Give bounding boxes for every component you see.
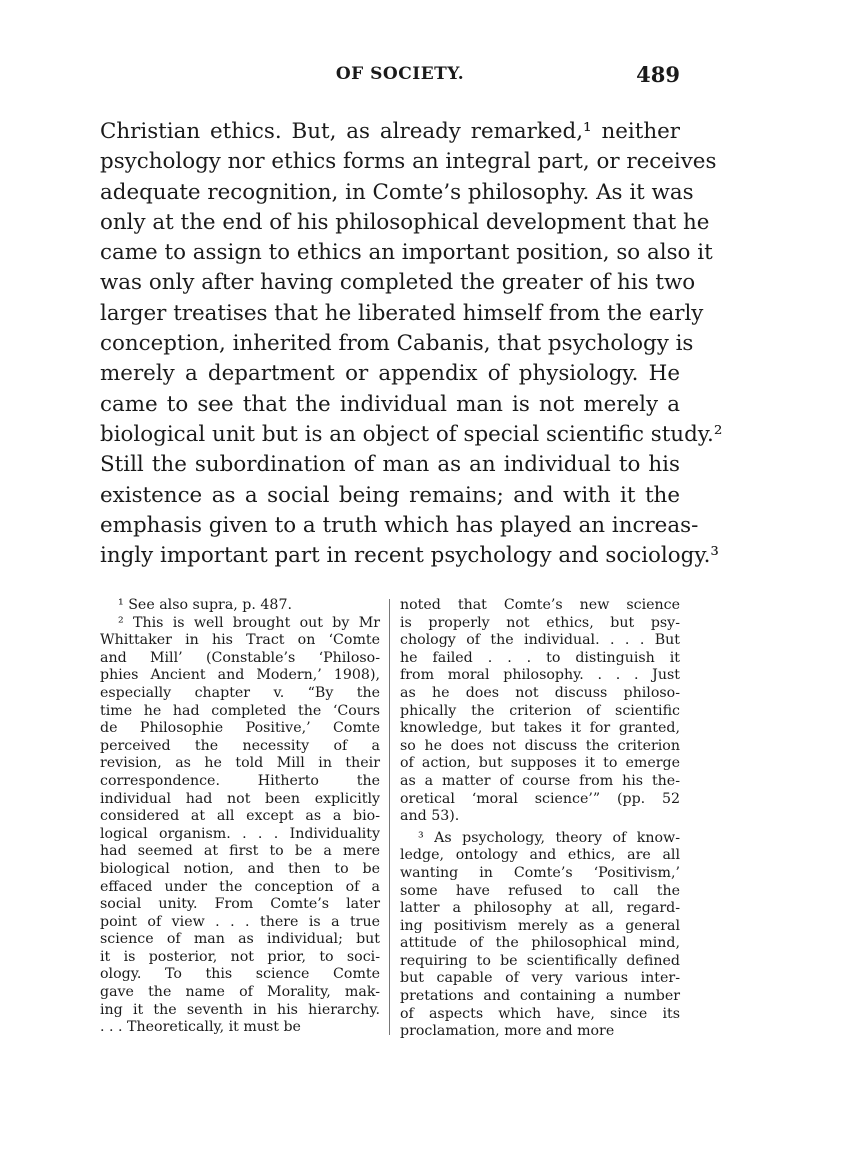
footnotes-right-column [400, 597, 680, 1041]
footnote-line: requiring to be scientifically defined [400, 952, 680, 969]
footnote-line: attitude of the philosophical mind, [400, 935, 680, 952]
footnote-line: he failed . . . to distinguish it [400, 649, 680, 666]
footnote-line: and 53). [400, 808, 460, 825]
footnote-line: ing it the seventh in his hierarchy. [100, 1001, 380, 1018]
footnote-line: noted that Comte’s new science [400, 597, 680, 613]
footnote-line: considered at all except as a bio- [100, 808, 380, 825]
column-divider [389, 599, 390, 1035]
footnote-line: gave the name of Morality, mak- [100, 984, 380, 1001]
footnote-line: biological notion, and then to be [100, 860, 380, 877]
footnote-line: it is posterior, not prior, to soci- [100, 948, 380, 965]
footnote-line: proclamation, more and more [400, 1023, 615, 1040]
footnote-line: chology of the individual. . . . But [400, 632, 680, 649]
footnote-line: time he had completed the ‘Cours [100, 702, 380, 719]
footnote-line: from moral philosophy. . . . Just [400, 667, 680, 684]
text-line: adequate recognition, in Comte’s philosophy. As it was [100, 179, 694, 205]
footnote-line: effaced under the conception of a [100, 878, 380, 895]
footnote-line: some have refused to call the [400, 882, 680, 899]
footnote-line: but capable of very various inter- [400, 970, 680, 987]
footnote-line: . . . Theoretically, it must be [100, 1019, 301, 1036]
text-line: ingly important part in recent psychology and sociology.³ [100, 543, 719, 569]
text-line: conception, inherited from Cabanis, that psychology is [100, 331, 694, 357]
main-text [100, 117, 723, 571]
running-title: OF SOCIETY. [335, 64, 465, 84]
text-line: was only after having completed the greater of his two [100, 270, 696, 296]
footnote-line: so he does not discuss the criterion [400, 737, 680, 754]
footnote-line: de Philosophie Positive,’ Comte [100, 720, 380, 737]
footnote-line: phically the criterion of scientific [400, 702, 680, 719]
footnote-line: ing positivism merely as a general [400, 917, 680, 934]
footnote-line: science of man as individual; but [100, 931, 380, 948]
text-line: emphasis given to a truth which has played an increas- [100, 512, 699, 538]
text-line: Christian ethics. But, as already remarked,¹ neither [100, 119, 680, 144]
page-number: 489 [636, 62, 680, 87]
footnote-line: pretations and containing a number [400, 988, 680, 1005]
footnotes [100, 597, 680, 1042]
text-line: biological unit but is an object of special scientific study.² [100, 421, 723, 447]
footnote-line: wanting in Comte’s ‘Positivism,’ [400, 864, 680, 881]
footnote-line: as he does not discuss philoso- [400, 684, 680, 701]
footnote-line: correspondence. Hitherto the [100, 772, 380, 789]
footnote-line: social unity. From Comte’s later [100, 896, 380, 913]
footnote-line: ³ As psychology, theory of know- [418, 829, 680, 846]
footnote-line: logical organism. . . . Individuality [100, 825, 380, 842]
text-line: only at the end of his philosophical development that he [100, 209, 710, 235]
text-line: larger treatises that he liberated himself from the early [100, 300, 704, 326]
footnote-line: and Mill’ (Constable’s ‘Philoso- [100, 649, 380, 666]
footnote-line: point of view . . . there is a true [100, 913, 380, 930]
footnote-line: is properly not ethics, but psy- [400, 614, 680, 631]
footnote-line: of aspects which have, since its [400, 1005, 680, 1022]
text-line: existence as a social being remains; and with it the [100, 482, 680, 508]
footnote-line: especially chapter v. “By the [100, 684, 380, 701]
footnote-line: ¹ See also supra, p. 487. [118, 597, 292, 613]
footnote-line: ² This is well brought out by Mr [118, 614, 380, 631]
page-header [100, 62, 680, 92]
footnote-line: phies Ancient and Modern,’ 1908), [100, 667, 380, 684]
footnote-line: of action, but supposes it to emerge [400, 755, 680, 772]
footnote-line: Whittaker in his Tract on ‘Comte [100, 632, 380, 649]
footnote-line: revision, as he told Mill in their [100, 755, 380, 772]
footnote-line: ology. To this science Comte [100, 966, 380, 983]
text-line: psychology nor ethics forms an integral part, or receives [100, 149, 717, 175]
text-line: came to see that the individual man is not merely a [100, 391, 680, 417]
footnote-line: latter a philosophy at all, regard- [400, 900, 680, 917]
footnote-line: oretical ‘moral science’” (pp. 52 [400, 790, 680, 807]
footnote-line: individual had not been explicitly [100, 790, 380, 807]
footnotes-left-column [100, 597, 380, 1037]
text-line: came to assign to ethics an important position, so also it [100, 240, 713, 266]
footnote-line: knowledge, but takes it for granted, [400, 720, 680, 737]
footnote-line: as a matter of course from his the- [400, 772, 680, 789]
footnote-line: ledge, ontology and ethics, are all [400, 847, 680, 864]
text-line: Still the subordination of man as an individual to his [100, 452, 680, 478]
footnote-line: perceived the necessity of a [100, 737, 380, 754]
text-line: merely a department or appendix of physiology. He [100, 361, 680, 387]
footnote-line: had seemed at first to be a mere [100, 843, 380, 860]
